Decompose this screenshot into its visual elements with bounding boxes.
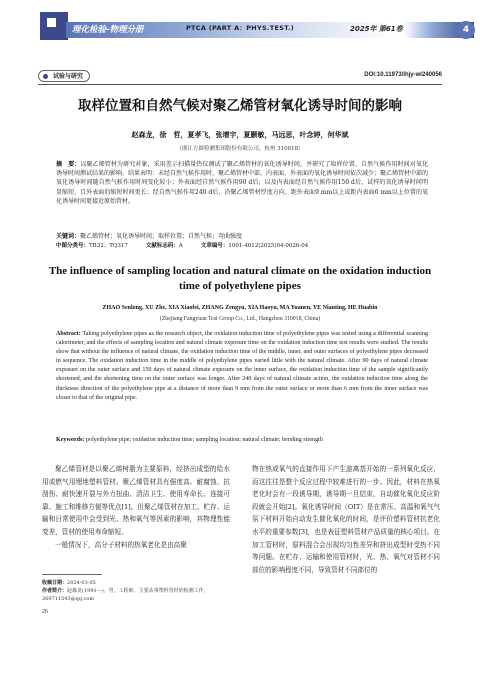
journal-name: PTCA (PART A：PHYS.TEST.) [185,24,295,32]
article-no-value: 1001-4012(2025)04-0026-04 [228,243,309,249]
footnote-divider [42,574,102,575]
en-title: The influence of sampling location and natural climate on the oxidation induction time of polyethylene pipes [48,265,432,292]
footnote [42,579,230,603]
body-paragraph: 聚乙烯管材是以聚乙烯树脂为主要原料，经挤出成型的给水用或燃气用埋地塑料管材。聚乙烯管材具有强度高、耐腐蚀、抗刮伤、耐快速开裂与外力扭曲、清洁卫生、使用寿命长、连接可靠、施工和维修方便等优点[1]。但聚乙烯管材在加工、贮存、运输和日常使用中会受到光、热和氧气等因素的影响，其物理性能变差，管材的使用寿命缩短。 [42,465,230,536]
received-label: 收稿日期： [42,580,68,586]
cn-keywords-label: 关键词： [56,233,81,240]
cn-abstract-label: 摘 要： [56,161,81,168]
author-bio: 赵森龙(1991—)，男，工程师，主要从事塑料管材的检测工作，269711543@qq.com [42,588,209,602]
clc-label: 中图分类号： [56,243,90,249]
en-keywords [56,436,428,445]
cn-title: 取样位置和自然气候对聚乙烯管材氧化诱导时间的影响 [78,98,402,114]
cn-abstract [56,160,428,206]
cn-authors: 赵森龙，徐 哲，夏孝飞，张增宇，夏颢敏，马远思，叶念婷，何华斌 [131,131,349,139]
body-column-right [252,463,440,576]
cn-keywords-text: 聚乙烯管材；氧化诱导时间；取样位置；自然气候；弯曲强度 [80,233,243,240]
doc-code-value: A [178,243,183,249]
body-paragraph: 一般情况下，高分子材料的热氧老化是由高聚 [55,540,187,549]
section-tag: 试验与研究 [38,70,90,82]
cn-keywords [56,232,428,241]
body-column-left [42,463,230,551]
page-number: 26 [42,609,48,615]
article-no-label: 文章编号： [200,243,229,249]
en-keywords-text: polyethylene pipe; oxidation induction time; sampling location; natural climate; bending strength [85,437,323,443]
doc-code-label: 文献标志码： [145,243,179,249]
en-abstract-label: Abstract: [56,331,81,337]
doi: DOI:10.11973/lhjy-wl240056 [364,72,442,78]
journal-volume: 2025年 第61卷 [350,25,403,33]
header-divider [38,84,442,85]
cn-affiliation: （浙江方圆检测集团股份有限公司，杭州 310018） [176,146,304,152]
en-abstract-text: Taking polyethylene pipes as the research object, the oxidation induction time of polyethylene pipes was tested using a differential scanning calorimeter, and the effects of sampling location and natural climate exposure time on the oxidation induction time test results were studied. The results show that without the influence of natural climate, the oxidation induction time of the middle, inner, and outer surfaces of polyethylene pipes decreased in sequence. The oxidation induction time in the middle of polyethylene pipes varied little with the natural climate. After 90 days of natural climate exposure on the outer surface and 150 days of natural climate exposure on the inner surface, the oxidation induction time of the sample significantly shortened, and the shortening time on the outer surface was longer. After 240 days of natural climate action, the oxidation induction time along the thickness direction of the polyethylene pipe at a distance of more than 9 mm from the outer surface or more than 6 mm from the inner surface was closer to that of the original pipe. [56,331,429,401]
en-affiliation: (Zhejiang Fangyuan Test Group Co., Ltd., Hangzhou 310018, China) [159,316,321,322]
journal-header [0,0,480,62]
issue-number-badge: 4 [457,21,475,39]
classification-row [56,242,428,251]
received-date: 2024-03-05 [67,580,96,586]
journal-logo-text: 理化检验-物理分册 [72,25,144,35]
cn-abstract-text: 以聚乙烯管材为研究对象，采用差示扫描量热仪测试了聚乙烯管材的氧化诱导时间，并研究了取样位置、自然气候作用时间对氧化诱导时间测试结果的影响。结果表明：未经自然气候作用时，聚乙烯管材中部、内表面、外表面的氧化诱导时间依次减少；聚乙烯管材中部的氧化诱导时间随自然气候作用时间变化较小；外表面经自然气候作用90 d后，以及内表面经自然气候作用150 d后，试样的氧化诱导时间明显缩短，且外表面的缩短时间更长；经自然气候作用240 d后，沿聚乙烯管材厚度方向，距外表面9 mm以上或距内表面6 mm以上位置的氧化诱导时间更接近原始管材。 [56,161,429,205]
en-authors: ZHAO Senlong, XU Zhe, XIA Xiaofei, ZHANG Zengyu, XIA Haoyu, MA Yuanen, YE Nianting, HE Huabin [102,305,378,311]
clc-value: TB32；TQ317 [89,243,128,249]
body-paragraph: 物在热或氧气的直接作用下产生游离基开始的一系列氧化反应，而这往往是整个反应过程中较难进行的一步。因此，材料在热氧老化时会有一段诱导期，诱导期一旦结束，自动催化氧化反应阶段就会开始[2]。氧化诱导时间（OIT）是在常压、高温和氧气气氛下材料开始自动发生催化氧化的时间，是评价塑料管材抗老化水平的重要参数[3]，也是表征塑料管材产品质量的核心项目。在加工管材时，原料混合会出现均匀性差异和挤出成型时受热不同等问题。在贮存、运输和使用管材时，光、热、氧气对管材不同部位的影响程度不同，导致管材不同部位的 [252,465,440,574]
en-keywords-label: Keywords: [56,437,85,443]
author-bio-label: 作者简介： [42,588,68,594]
en-abstract [56,330,428,403]
